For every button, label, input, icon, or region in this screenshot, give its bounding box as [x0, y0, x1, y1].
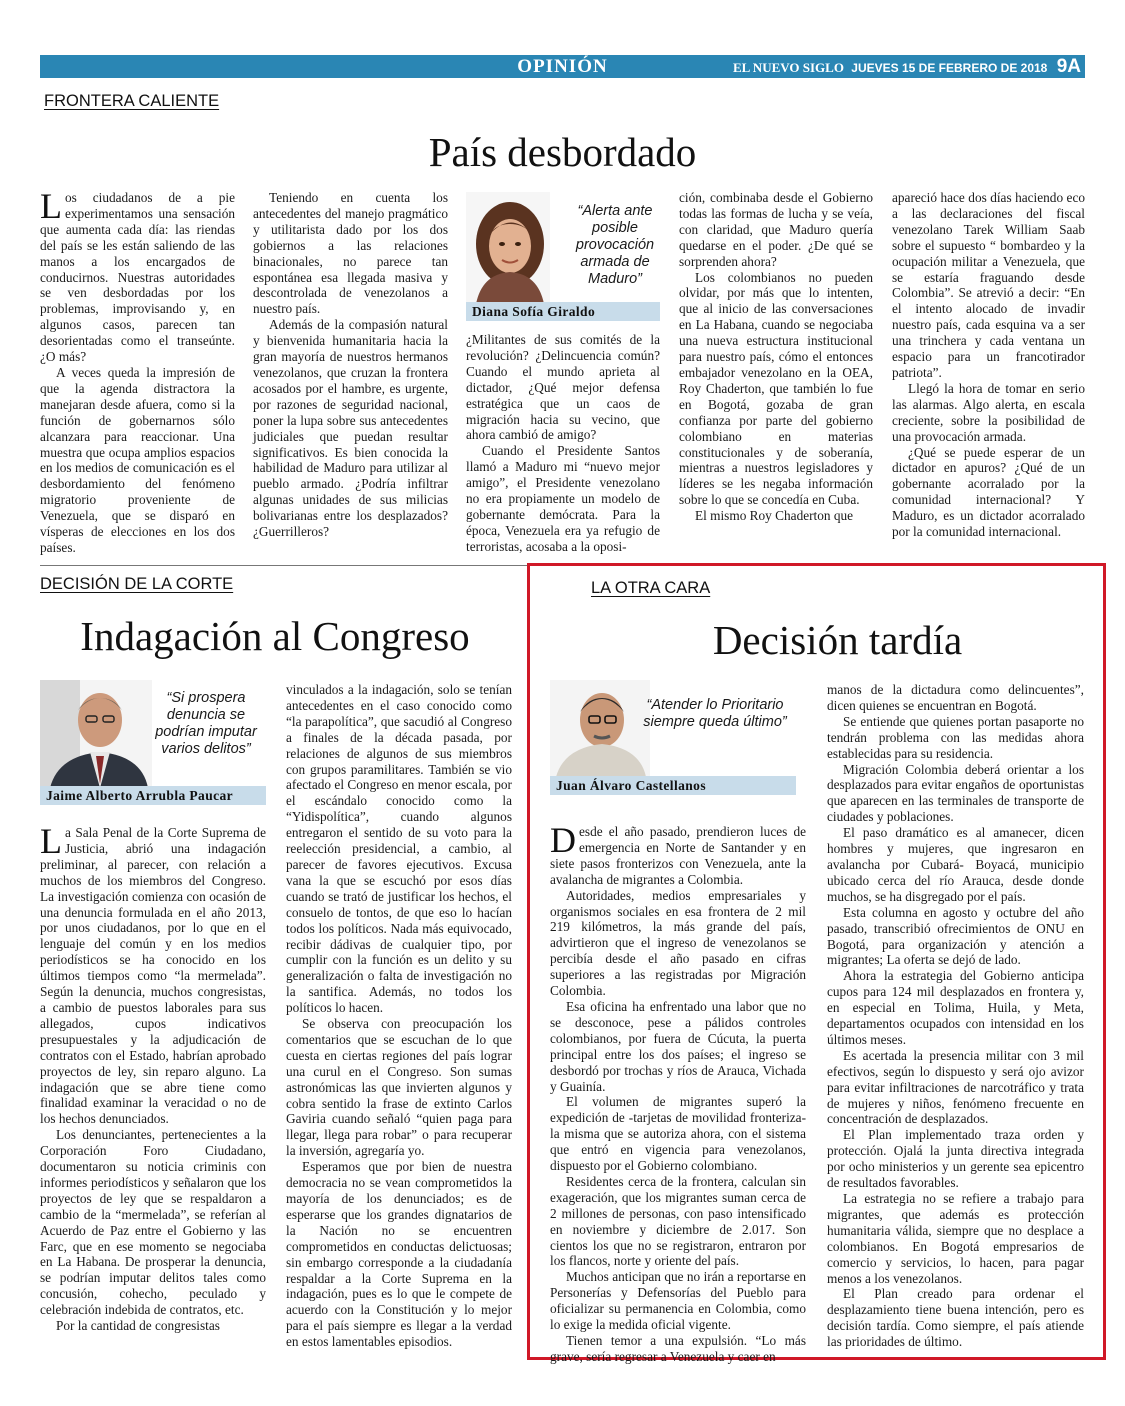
article1-column-2 — [253, 190, 448, 560]
article1-column-3 — [466, 332, 660, 560]
article1-pull-quote: “Alerta ante posible provocación armada de Maduro” — [575, 203, 655, 287]
header-meta — [733, 55, 1081, 78]
paragraph: Tienen temor a una expulsión. “Lo más grave, sería regresar a Venezuela y caer en — [550, 1333, 806, 1364]
paragraph: vinculados a la indagación, solo se tenían antecedentes en el caso conocido como “la parapolítica”, que sacudió al Congreso a finales de la década pasada, por relaciones de algunos de sus miembros con grupos paramilitares. También se vio afectado el Congreso en menor escala, por el escándalo conocido como la “Yidispolítica”, cuando algunos entregaron el sentido de su voto para la reelección presidencial, a cambio, al parecer de favores ejecutivos. Excusa vana la que se escuchó por esos días cuando se trató de justificar los hechos, el consuelo de tontos, de que eso lo hacían todos los políticos. Nada más equivocado, recibir dádivas de cualquier tipo, por cumplir con la función es un delito y su generalización o falta de investigación no la santifica. Además, no todos los políticos lo hacen. — [286, 682, 512, 1016]
article1-column-1 — [40, 186, 235, 560]
article3-kicker: LA OTRA CARA — [591, 579, 711, 597]
paragraph: El volumen de migrantes superó la expedición de -tarjetas de movilidad fronteriza- la misma que se autoriza ahora, con el sistema que entró en vigencia para venezolanos, dispuesto por el Gobierno colombiano. — [550, 1094, 806, 1174]
article3-pull-quote: “Atender lo Prioritario siempre queda último” — [643, 697, 787, 730]
article1-title: País desbordado — [428, 129, 697, 175]
article3-column-1 — [550, 820, 806, 1364]
paragraph: Migración Colombia deberá orientar a los desplazados para evitar engaños de oportunistas que aparecen en las terminales de transporte de ciudades y poblaciones. — [827, 761, 1084, 825]
author-photo-jaime-alberto-arrubla-paucar — [40, 680, 152, 788]
paragraph: apareció hace dos días haciendo eco a las declaraciones del fiscal venezolano Tarek William Saab sobre el supuesto “ bombardeo y la ocupación militar a Venezuela, que se estaría fraguando desde Colombia”. Se atrevió a decir: “En el intento alocado de invadir nuestro país, cada esquina va a ser una trinchera y cada ventana un espacio para un francotirador patriota”. — [892, 190, 1085, 380]
paragraph: Es acertada la presencia militar con 3 mil efectivos, según lo dispuesto y será ojo avizor para evitar infiltraciones de narcotráfico y trata de mujeres y niños, fenómeno frecuente en concentración de desplazados. — [827, 1047, 1084, 1127]
article1-column-4 — [679, 190, 873, 560]
article2-title: Indagación al Congreso — [80, 613, 470, 659]
paragraph: ción, combinaba desde el Gobierno todas las formas de lucha y se veía, con claridad, que Maduro quería quedarse en el poder. ¿De qué se sorprenden ahora? — [679, 190, 873, 269]
issue-date: JUEVES 15 DE FEBRERO DE 2018 — [851, 61, 1048, 75]
paragraph: El mismo Roy Chaderton que — [695, 508, 854, 524]
paragraph: Esta columna en agosto y octubre del año pasado, transcribió ofrecimientos de ONU en Bogotá, para organización y atención a migrantes; La oferta se dejó de lado. — [827, 904, 1084, 968]
article3-column-2 — [827, 682, 1084, 1350]
article2-column-2 — [286, 682, 512, 1350]
paragraph: Por la cantidad de congresistas — [56, 1318, 220, 1334]
paragraph: Autoridades, medios empresariales y organismos sociales en esa frontera de 2 mil 219 kilómetros, la más grande del país, advirtieron que el ingreso de venezolanos se percibía desde el año pasado en cifras superiores a las registradas por Migración Colombia. — [550, 887, 806, 999]
article3-byline: Juan Álvaro Castellanos — [550, 776, 796, 795]
paragraph: El Plan creado para ordenar el desplazamiento tiene buena intención, pero es decisión tardía. Como siempre, el país atiende las prioridades de último. — [827, 1286, 1084, 1350]
paragraph: manos de la dictadura como delincuentes”, dicen quienes se encuentran en Bogotá. — [827, 682, 1084, 713]
paragraph: Además de la compasión natural y bienvenida humanitaria hacia la gran mayoría de nuestros hermanos venezolanos, que cruzan la frontera acosados por el hambre, es urgente, por razones de seguridad nacional, poner la lupa sobre sus antecedentes judiciales que puedan resultar significativos. Es bien conocida la habilidad de Maduro para utilizar al pueblo armado. ¿Podría infiltrar algunas unidades de sus milicias bolivarianas entre los desplazados? ¿Guerrilleros? — [253, 317, 448, 540]
author-photo-juan-alvaro-castellanos — [550, 680, 650, 777]
paragraph: Se observa con preocupación los comentarios que se escuchan de lo que cuesta en ciertas regiones del país lograr una curul en el Congreso. Son sumas astronómicas las que invierten algunos y cobra sentido la frase de extinto Carlos Gaviria cuando señaló “quien paga para llegar, llega para robar” o para recuperar la inversión, agregaría yo. — [286, 1016, 512, 1159]
page-header-bar — [40, 55, 1085, 78]
paragraph: El paso dramático es al amanecer, dicen hombres y mujeres, que ingresaron en avalancha por Cubará- Boyacá, municipio ubicado cerca del río Arauca, desde donde muchos, se ha disgregado por el país. — [827, 825, 1084, 904]
paragraph: Ahora la estrategia del Gobierno anticipa cupos para 124 mil desplazados en frontera y, en especial en Tolima, Huila, y Meta, departamentos ocupados con intensidad en los últimos meses. — [827, 968, 1084, 1047]
paragraph: Los denunciantes, pertenecientes a la Corporación Foro Ciudadano, documentaron su noticia criminis con informes periodísticos y señalaron que los proyectos de ley que se respaldaron a cambio de la “mermelada”, se referían al Acuerdo de Paz entre el Gobierno y las Farc, que en ese momento se negociaba en La Habana. De prosperar la denuncia, se podrían imputar delitos tales como concusión, cohecho, peculado y celebración indebida de contratos, etc. — [40, 1127, 266, 1318]
article2-column-1 — [40, 821, 266, 1350]
paragraph: Muchos anticipan que no irán a reportarse en Personerías y Defensorías del Pueblo para oficializar su permanencia en Colombia, como lo exige la medida oficial vigente. — [550, 1269, 806, 1333]
paragraph: La estrategia no se refiere a trabajo para migrantes, que además es protección humanitaria válida, siempre que no desplace a colombianos. En Bogotá empresarios de comercio y servicios, lo hacen, para pagar menos a los venezolanos. — [827, 1191, 1084, 1286]
author-photo-diana-sofia-giraldo — [466, 192, 550, 304]
article1-kicker: FRONTERA CALIENTE — [44, 92, 220, 110]
paragraph: Esperamos que por bien de nuestra democracia no se vean comprometidos la mayoría de los denunciados; es de esperarse que los grandes dignatarios de la Nación no se encuentren comprometidos en conductas delictuosas; sin embargo corresponde a la ciudadanía respaldar a la Corte Suprema en la indagación, pues es lo que le compete de acuerdo con la Constitución y lo mejor para el país siempre es llegar a la verdad en estos lamentables episodios. — [286, 1159, 512, 1350]
paragraph: Los ciudadanos de a pie experimentamos una sensación que aumenta cada día: las riendas del país se les están saliendo de las manos a los encargados de conducirnos. Nuestras autoridades se ven desbordadas por los problemas, improvisando y, en algunos casos, parecen tan desorientadas como el transeúnte. ¿O más? — [40, 186, 235, 365]
page-number: 9A — [1056, 56, 1081, 77]
paragraph: A veces queda la impresión de que la agenda distractora la manejaran desde afuera, como si la función de gobernarnos sólo alcanzara para reaccionar. Una muestra que ocupa amplios espacios en los medios de comunicación es el desbordamiento del fenómeno migratorio proveniente de Venezuela, que se disparó en vísperas de elecciones en los dos países. — [40, 364, 235, 555]
paragraph: Los colombianos no pueden olvidar, por más que lo intenten, que al inicio de las conversaciones en La Habana, cuando se negociaba una nueva estructura institucional para nuestro país, cómo el entonces embajador venezolano en la OEA, Roy Chaderton, que también lo fue en Bogotá, gozaba de gran confianza por parte del gobierno colombiano en materias constitucionales y de soberanía, mientras a nuestros legisladores y líderes se les negaba información sobre lo que se concedía en Cuba. — [679, 269, 873, 508]
paragraph: Desde el año pasado, prendieron luces de emergencia en Norte de Santander y en siete pasos fronterizos con Venezuela, ante la avalancha de migrantes a Colombia. — [550, 820, 806, 887]
paragraph: Llegó la hora de tomar en serio las alarmas. Algo alerta, en escala creciente, sobre la posibilidad de una provocación armada. — [892, 380, 1085, 444]
article2-pull-quote: “Si prospera denuncia se podrían imputar varios delitos” — [155, 690, 257, 757]
paragraph: ¿Militantes de sus comités de la revolución? ¿Delincuencia común? Cuando el mundo aprieta al dictador, ¿Qué mejor defensa estratégica que un caos de migración hacia su vecino, que ahora cambió de amigo? — [466, 332, 660, 443]
paragraph: Cuando el Presidente Santos llamó a Maduro mi “nuevo mejor amigo”, el Presidente venezolano no era propiamente un modelo de gobernante demócrata. Para la época, Venezuela era ya refugio de terroristas, acosaba a la oposi- — [466, 443, 660, 554]
newspaper-name: EL NUEVO SIGLO — [732, 60, 844, 75]
article1-column-5 — [892, 190, 1085, 560]
paragraph: Se entiende que quienes portan pasaporte no tendrán problema con las medidas ahora establecidas para su residencia. — [827, 713, 1084, 761]
paragraph: Teniendo en cuenta los antecedentes del manejo pragmático y utilitarista dado por los dos gobiernos a las relaciones binacionales, no parece tan espontánea esa llegada masiva y descontrolada de venezolanos a nuestro país. — [253, 190, 448, 317]
article1-byline: Diana Sofía Giraldo — [466, 302, 660, 321]
paragraph: Residentes cerca de la frontera, calculan sin exageración, que los migrantes suman cerca de 2 millones de personas, con paso intensificado en noviembre y diciembre de 2.017. Son cientos los que no se registraron, entraron por los flancos, norte y oriente del país. — [550, 1173, 806, 1269]
article2-kicker: DECISIÓN DE LA CORTE — [40, 575, 234, 593]
paragraph: La Sala Penal de la Corte Suprema de Justicia, abrió una indagación preliminar, al parecer, con relación a muchos de los miembros del Congreso. La investigación comienza con ocasión de una denuncia formulada en el año 2013, por unos ciudadanos, por lo que en el lenguaje del común y en los medios periodísticos se ha conocido en los últimos tiempos como “la mermelada”. Según la denuncia, muchos congresistas, a cambio de puestos laborales para sus allegados, cupos indicativos presupuestales y la adjudicación de contratos con el Estado, habrían aprobado proyectos de ley, sin reparo alguno. La indagación que se abre tiene como finalidad examinar la veracidad o no de los hechos denunciados. — [40, 821, 266, 1127]
paragraph: El Plan implementado traza orden y protección. Ojalá la junta directiva integrada por ocho ministerios y un gerente sea epicentro de resultados favorables. — [827, 1127, 1084, 1191]
article2-byline: Jaime Alberto Arrubla Paucar — [40, 786, 266, 805]
section-title: OPINIÓN — [517, 56, 608, 77]
paragraph: ¿Qué se puede esperar de un dictador en apuros? ¿Qué de un gobernante acorralado por la comunidad internacional? Y Maduro, es un dictador acorralado por la comunidad internacional. — [892, 444, 1085, 540]
paragraph: Esa oficina ha enfrentado una labor que no se desconoce, pese a pálidos controles colombianos, por fuera de Cúcuta, la puerta principal entre los dos países; el ingreso se desbordó por trochas y ríos de Arauca, Vichada y Guainía. — [550, 998, 806, 1094]
article3-title: Decisión tardía — [712, 617, 963, 663]
